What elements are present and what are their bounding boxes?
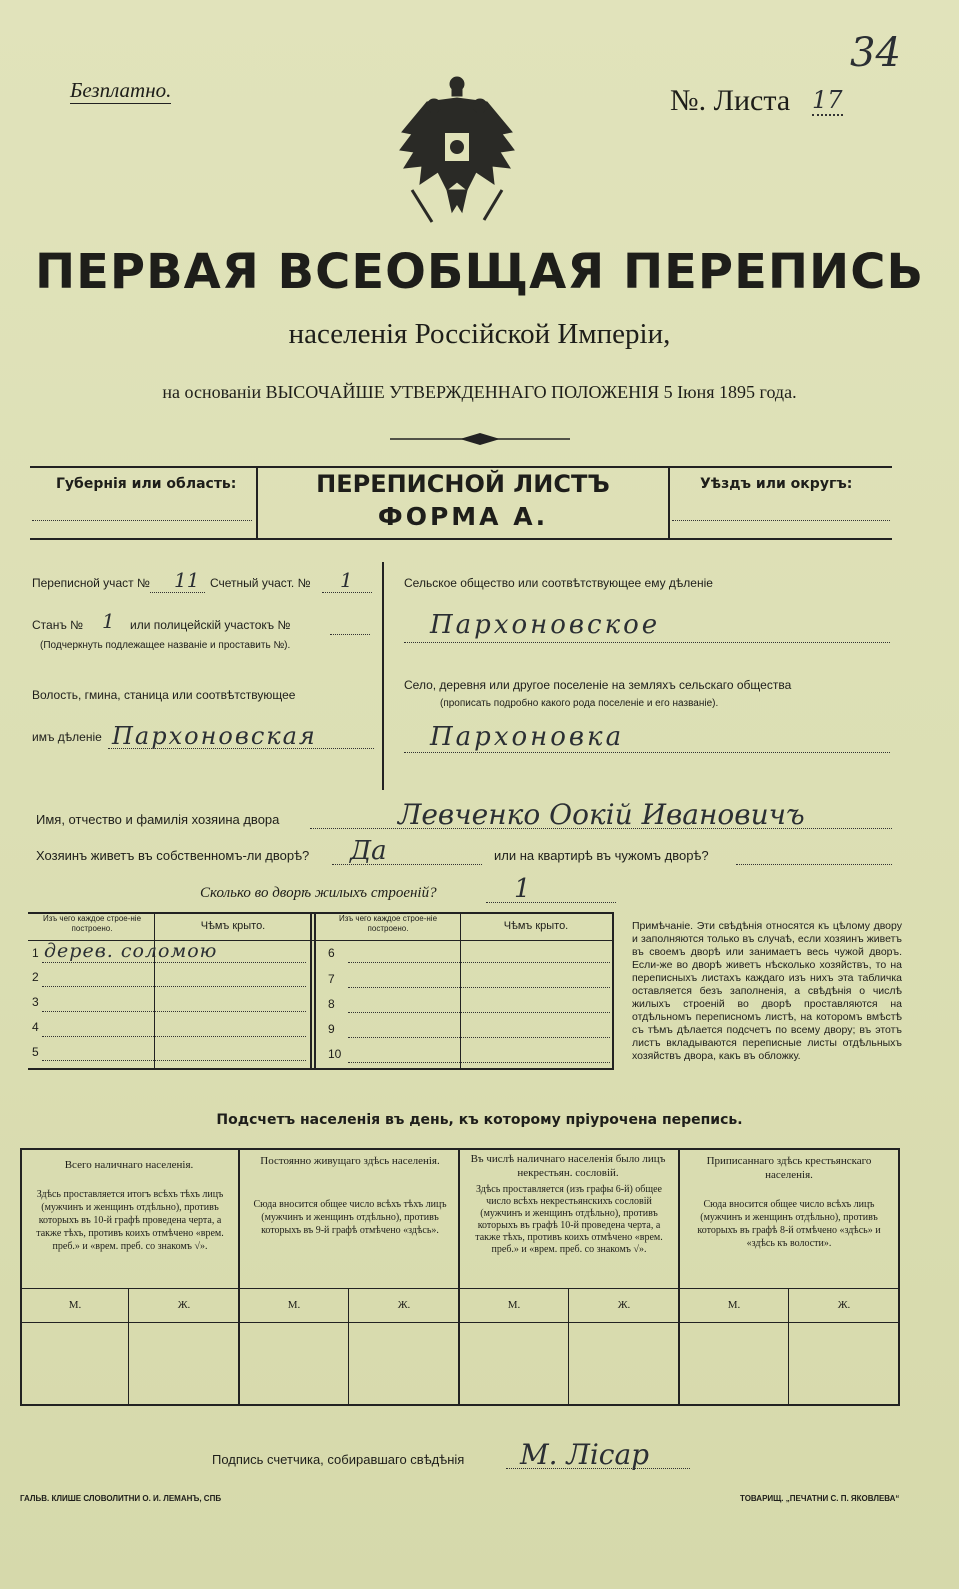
page-title: ПЕРВАЯ ВСЕОБЩАЯ ПЕРЕПИСЬ	[34, 244, 925, 300]
population-count-table	[20, 1148, 900, 1406]
row-num-10: 10	[328, 1047, 342, 1061]
corner-number: 34	[850, 30, 901, 76]
row-num-1: 1	[32, 946, 39, 960]
sheet-number-label: №. Листа	[670, 84, 791, 117]
stan-value: 1	[102, 609, 115, 633]
underline-note: (Подчеркнуть подлежащее названіе и проставить №).	[40, 640, 291, 651]
ornament-divider-icon	[390, 432, 570, 446]
eagle-emblem-icon	[392, 72, 522, 224]
count-col4-desc: Сюда вносится общее число всѣхъ лицъ (мужчинъ и женщинъ отдѣльно), противъ которыхъ въ графѣ 8-й отмѣчено «здѣсь» и «здѣсь къ волости».	[697, 1199, 881, 1249]
sheet-number-value: 17	[812, 86, 843, 114]
volost-value: Пархоновская	[112, 722, 317, 750]
owner-lives-label: Хозяинъ живетъ въ собственномъ-ли дворѣ?	[36, 848, 310, 863]
count-heading: Подсчетъ населенія въ день, къ которому пріурочена перепись.	[216, 1112, 743, 1128]
count-col3-zh: Ж.	[617, 1299, 631, 1311]
signature-value: М. Лісар	[520, 1438, 650, 1471]
volost-label-2: имъ дѣленіе	[32, 730, 102, 744]
count-col2-m: М.	[287, 1299, 301, 1311]
count-col1-desc: Здѣсь проставляется итогъ всѣхъ тѣхъ лицъ (мужчинъ и женщинъ отдѣльно), противъ которыхъ въ 10-й графѣ проведена черта, а также тѣхъ, противъ коихъ отмѣчено «врем. преб.» и «врем. преб. со знакомъ √».	[36, 1189, 224, 1252]
row1-value: дерев. соломою	[44, 940, 218, 962]
sheet-title: ПЕРЕПИСНОЙ ЛИСТЪ	[316, 470, 610, 498]
signature-label: Подпись счетчика, собиравшаго свѣдѣнія	[212, 1452, 465, 1467]
row-num-2: 2	[32, 970, 39, 984]
free-label: Безплатно.	[70, 78, 172, 102]
police-label: или полицейскій участокъ №	[130, 618, 291, 632]
village-label: Село, деревня или другое поселеніе на земляхъ сельскаго общества	[404, 678, 792, 692]
row-num-7: 7	[328, 972, 335, 986]
owner-rent-label: или на квартирѣ въ чужомъ дворѣ?	[494, 848, 709, 863]
village-note: (прописать подробно какого рода поселеніе и его названіе).	[440, 698, 719, 709]
count-col3-title: Въ числѣ наличнаго населенія было лицъ некрестьян. сословій.	[470, 1153, 666, 1179]
page-basis: на основаніи ВЫСОЧАЙШЕ УТВЕРЖДЕННАГО ПОЛОЖЕНІЯ 5 Іюня 1895 года.	[162, 382, 797, 402]
count-col4-zh: Ж.	[837, 1299, 851, 1311]
count-col4-title: Приписаннаго здѣсь крестьянскаго населенія.	[706, 1155, 872, 1181]
col-roof-header-2: Чѣмъ крыто.	[503, 920, 569, 932]
count-col4-m: М.	[727, 1299, 741, 1311]
buildings-value: 1	[514, 874, 531, 904]
page-subtitle: населенія Россійской Имперіи,	[288, 318, 671, 350]
row-num-8: 8	[328, 997, 335, 1011]
count-col3-desc: Здѣсь проставляется (изъ графы 6-й) общее число всѣхъ некрестьянскихъ сословій (мужчинъ и женщинъ отдѣльно), противъ которыхъ въ графѣ 10-й проведена черта, а также тѣхъ, противъ коихъ отмѣчено «врем. преб.» и «врем. преб. со знакомъ √».	[475, 1184, 663, 1255]
count-col1-zh: Ж.	[177, 1299, 191, 1311]
owner-lives-value: Да	[350, 836, 387, 866]
owner-name-label: Имя, отчество и фамилія хозяина двора	[36, 812, 280, 827]
stan-label: Станъ №	[32, 618, 84, 632]
footer-right: ТОВАРИЩ. „ПЕЧАТНИ С. П. ЯКОВЛЕВА“	[740, 1494, 900, 1503]
row-num-5: 5	[32, 1045, 39, 1059]
count-col2-zh: Ж.	[397, 1299, 411, 1311]
row-num-6: 6	[328, 946, 335, 960]
count-col2-desc: Сюда вносится общее число всѣхъ тѣхъ лицъ (мужчинъ и женщинъ отдѣльно), противъ которыхъ въ 9-й графѣ отмѣчено «здѣсь».	[253, 1199, 447, 1236]
form-title: ФОРМА А.	[377, 502, 549, 531]
count-col1-m: М.	[68, 1299, 82, 1311]
footer-left: ГАЛЬВ. КЛИШЕ СЛОВОЛИТНИ О. И. ЛЕМАНЪ, СПБ	[20, 1494, 222, 1503]
uchastok-value: 11	[174, 568, 200, 592]
village-value: Пархоновка	[430, 722, 625, 752]
owner-name-value: Левченко Оокій Ивановичъ	[398, 798, 805, 831]
volost-label-1: Волость, гмина, станица или соотвѣтствующее	[32, 688, 296, 702]
count-col3-m: М.	[507, 1299, 521, 1311]
uezd-label: Уѣздъ или округъ:	[700, 476, 853, 492]
note-text: Примѣчаніе. Эти свѣдѣнія относятся къ цѣлому двору и заполняются только въ случаѣ, если хозяинъ живетъ въ своемъ дворѣ или занимаетъ весь чужой дворъ. Если-же во дворѣ живетъ нѣсколько хозяйствъ, то на переписныхъ листахъ каждаго изъ нихъ эта табличка оставляется безъ заполненія, а свѣдѣнія о числѣ жилыхъ строеній во дворѣ проставляются на отдѣльномъ переписномъ листѣ, на которомъ вмѣстѣ съ тѣмъ дѣлается подсчетъ по всему двору; въ этотъ листъ вкладываются переписные листы отдѣльныхъ хозяйствъ двора, какъ въ обложку.	[632, 920, 902, 1062]
buildings-label: Сколько во дворѣ жилыхъ строеній?	[200, 885, 437, 901]
col-material-header-2: Изъ чего каждое строе-ніе построено.	[338, 914, 438, 933]
row-num-9: 9	[328, 1022, 335, 1036]
row-num-4: 4	[32, 1020, 39, 1034]
row-num-3: 3	[32, 995, 39, 1009]
buildings-table	[28, 912, 614, 1070]
schet-value: 1	[340, 568, 353, 592]
count-col1-title: Всего наличнаго населенія.	[64, 1159, 194, 1171]
guberniya-label: Губернія или область:	[56, 476, 237, 492]
schet-label: Счетный участ. №	[210, 576, 311, 590]
count-col2-title: Постоянно живущаго здѣсь населенія.	[260, 1155, 440, 1167]
society-label: Сельское общество или соотвѣтствующее ему дѣленіе	[404, 576, 713, 590]
col-material-header: Изъ чего каждое строе-ніе построено.	[42, 914, 142, 933]
society-value: Пархоновское	[430, 610, 661, 640]
uchastok-label: Переписной участ №	[32, 576, 150, 590]
col-roof-header: Чѣмъ крыто.	[200, 920, 266, 932]
